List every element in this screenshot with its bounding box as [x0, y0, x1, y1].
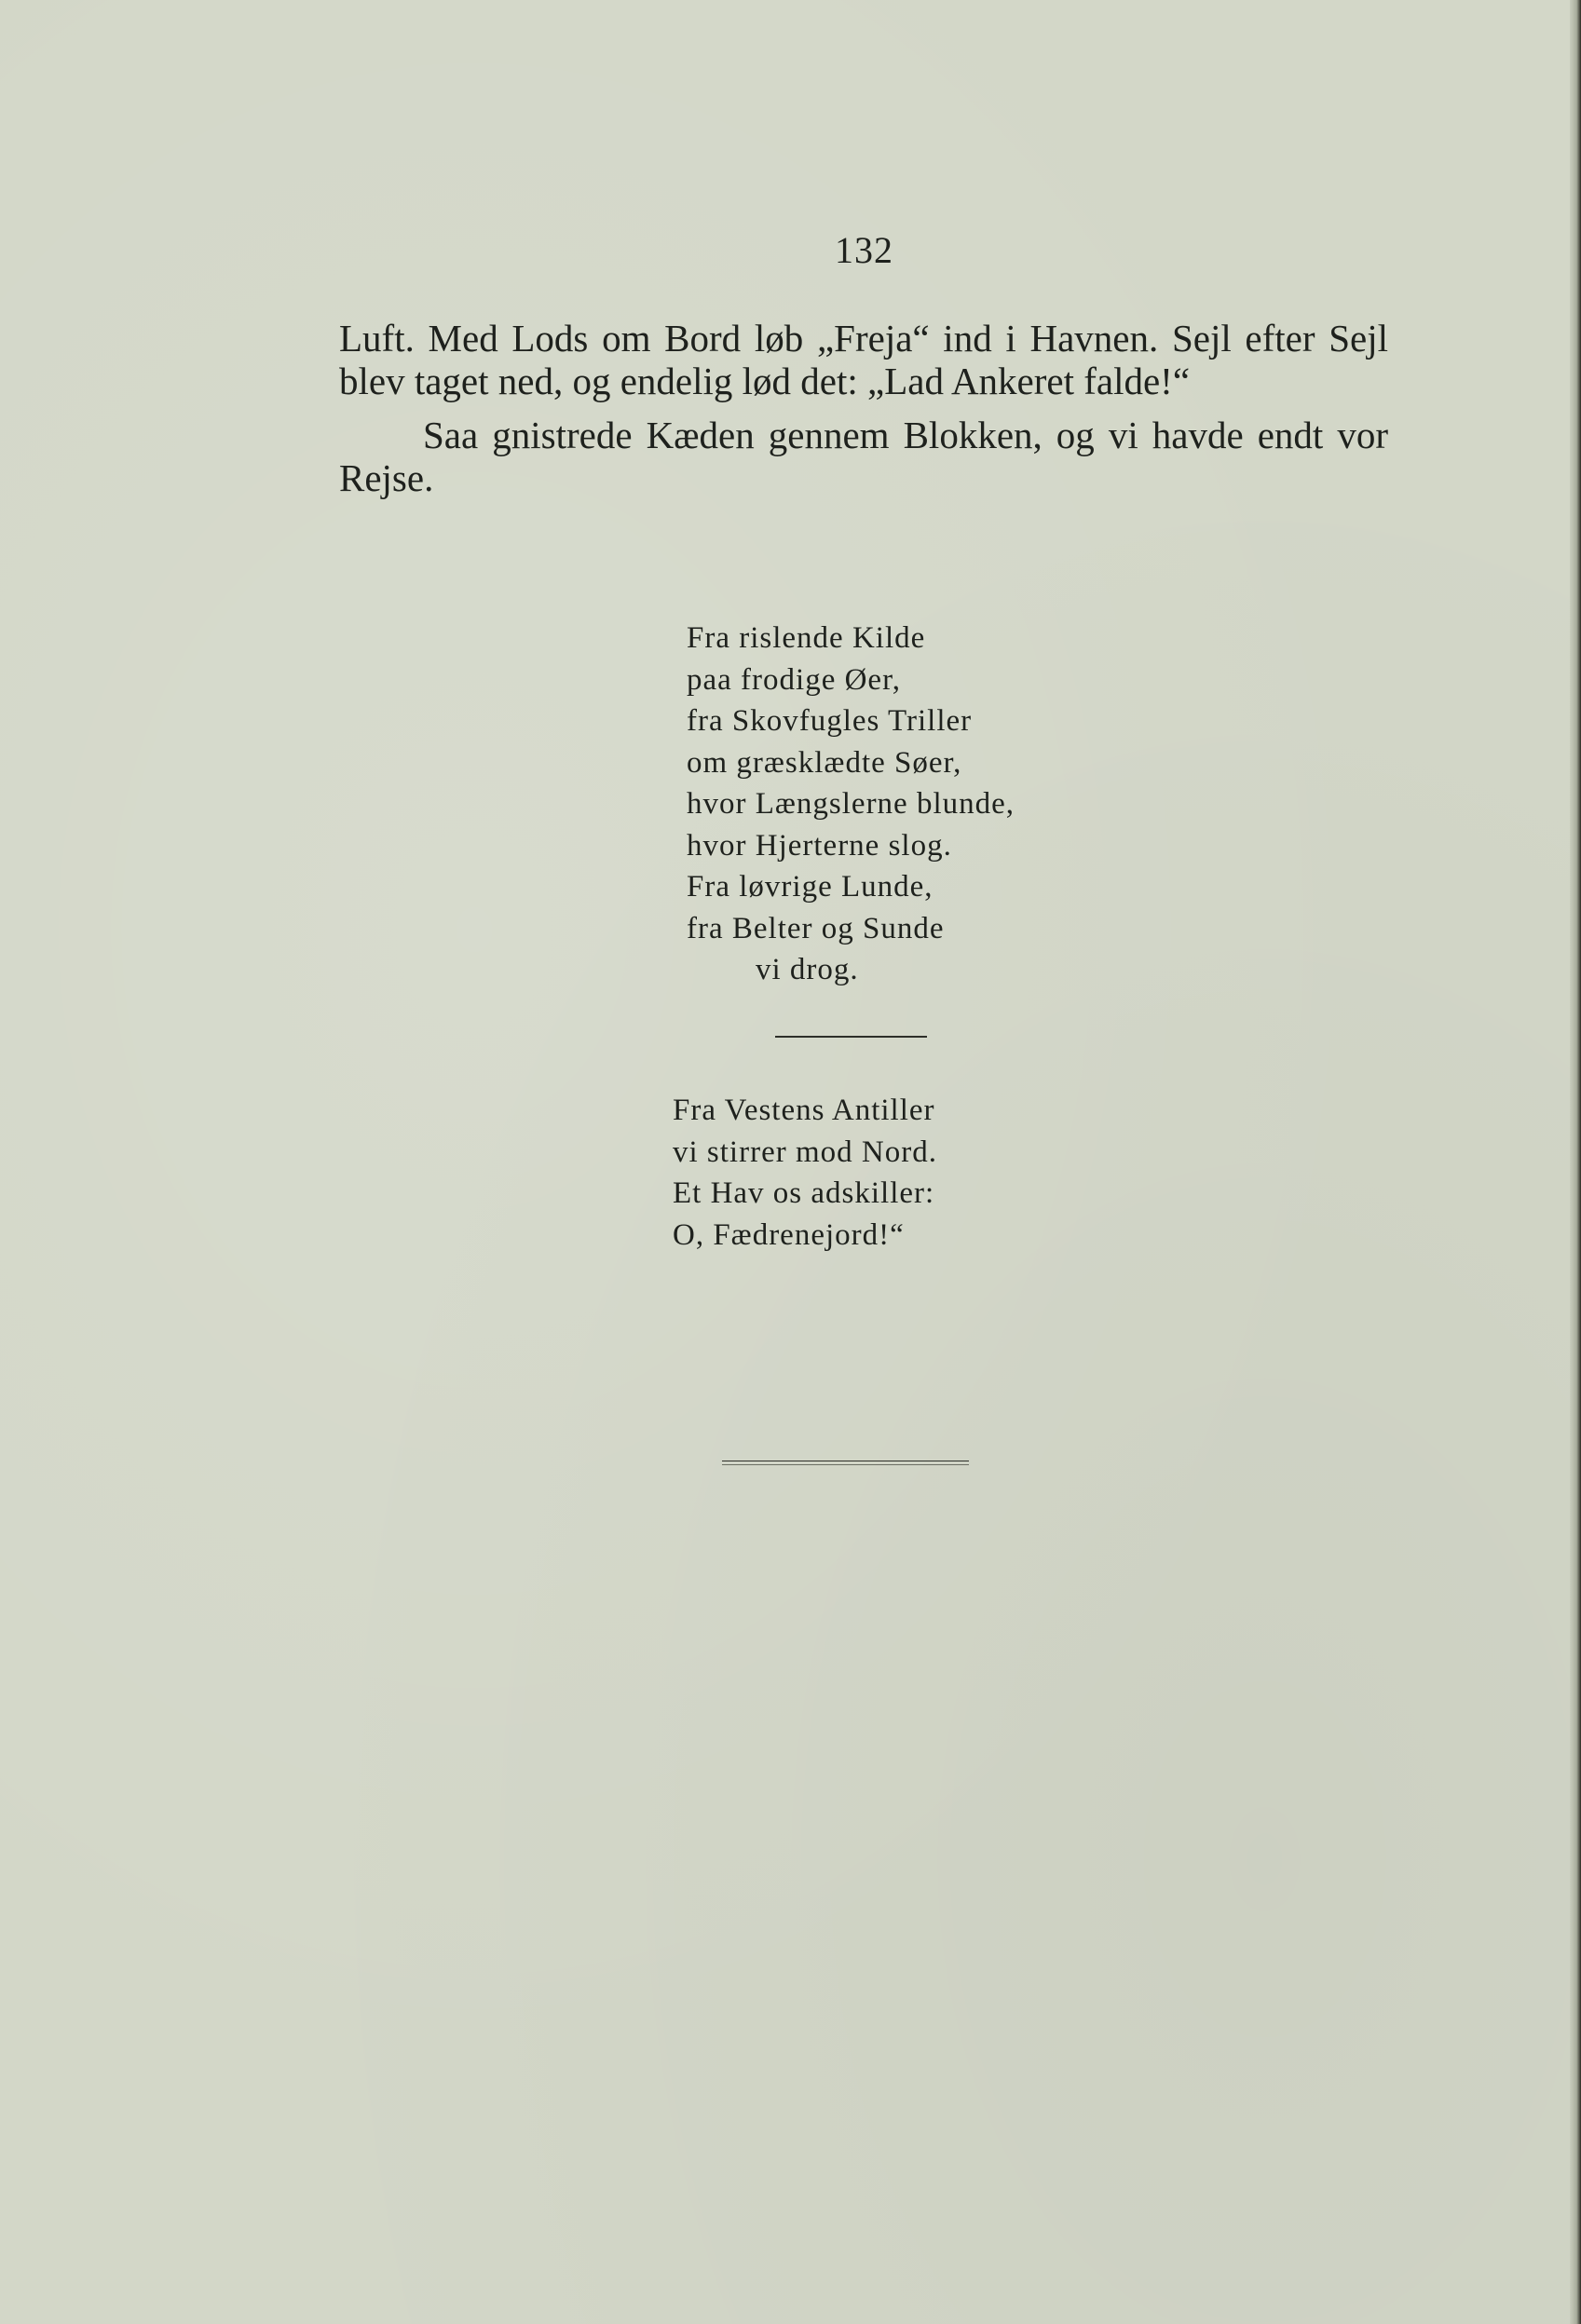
poem-line: paa frodige Øer, [687, 662, 901, 697]
poem-line: fra Skovfugles Triller [687, 704, 973, 738]
poem-line: Fra rislende Kilde [687, 621, 926, 655]
section-divider [775, 1036, 927, 1038]
poem-line: vi drog. [756, 953, 859, 986]
prose-text [339, 317, 1388, 499]
poem-line: Et Hav os adskiller: [673, 1176, 935, 1210]
poem-stanza [687, 618, 1015, 991]
poem-line: O, Fædrenejord!“ [673, 1217, 905, 1252]
poem-line: hvor Længslerne blunde, [687, 787, 1015, 821]
poem-line: Fra løvrige Lunde, [687, 870, 934, 904]
end-divider [722, 1464, 969, 1465]
paragraph: Luft. Med Lods om Bord løb „Freja“ ind i Havnen. Sejl efter Sejl blev taget ned, og endelig lød det: „Lad Ankeret falde!“ [339, 317, 1388, 402]
page-number: 132 [835, 229, 893, 271]
poem-line: Fra Vestens Antiller [673, 1094, 935, 1127]
poem-line: fra Belter og Sunde [687, 911, 945, 945]
poem-line: hvor Hjerterne slog. [687, 828, 952, 863]
poem-line: vi stirrer mod Nord. [673, 1135, 937, 1169]
paragraph: Saa gnistrede Kæden gennem Blokken, og vi havde endt vor Rejse. [339, 414, 1388, 499]
poem-line: om græsklædte Søer, [687, 745, 962, 780]
poem-stanza [673, 1090, 937, 1256]
page-edge [1570, 0, 1581, 2324]
